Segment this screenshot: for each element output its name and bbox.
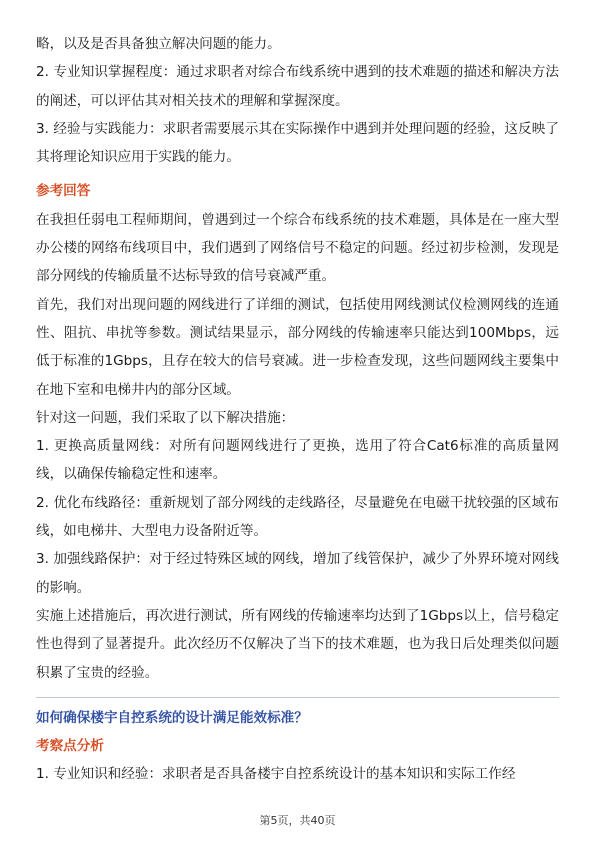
answer-paragraph: 2. 优化布线路径：重新规划了部分网线的走线路径，尽量避免在电磁干扰较强的区域布线，如电梯井、大型电力设备附近等。 xyxy=(36,494,559,540)
analysis-section xyxy=(36,760,559,788)
intro-list xyxy=(36,30,559,171)
question-title: 如何确保楼宇自控系统的设计满足能效标准？ xyxy=(36,709,308,726)
intro-paragraph: 2. 专业知识掌握程度：通过求职者对综合布线系统中遇到的技术难题的描述和解决方法的阐述，可以评估其对相关技术的理解和掌握深度。 xyxy=(36,64,559,109)
section-divider xyxy=(36,697,559,698)
intro-paragraph: 3. 经验与实践能力：求职者需要展示其在实际操作中遇到并处理问题的经验，这反映了其将理论知识应用于实践的能力。 xyxy=(36,120,559,166)
answer-paragraph: 实施上述措施后，再次进行测试，所有网线的传输速率均达到了1Gbps以上，信号稳定性也得到了显著提升。此次经历不仅解决了当下的技术难题，也为我日后处理类似问题积累了宝贵的经验。 xyxy=(36,607,559,681)
answer-paragraph: 首先，我们对出现问题的网线进行了详细的测试，包括使用网线测试仪检测网线的连通性、阻抗、串扰等参数。测试结果显示，部分网线的传输速率只能达到100Mbps，远低于标准的1Gbps，且存在较大的信号衰减。进一步检查发现，这些问题网线主要集中在地下室和电梯井内的部分区域。 xyxy=(36,296,559,398)
answer-paragraph: 3. 加强线路保护：对于经过特殊区域的网线，增加了线管保护，减少了外界环境对网线的影响。 xyxy=(36,551,559,596)
analysis-paragraph: 1. 专业知识和经验：求职者是否具备楼宇自控系统设计的基本知识和实际工作经 xyxy=(36,766,516,783)
answer-paragraph: 针对这一问题，我们采取了以下解决措施： xyxy=(36,409,295,426)
intro-paragraph: 略，以及是否具备独立解决问题的能力。 xyxy=(36,36,281,52)
answer-heading: 参考回答 xyxy=(36,183,91,200)
answer-paragraph: 1. 更换高质量网线：对所有问题网线进行了更换，选用了符合Cat6标准的高质量网线，以确保传输稳定性和速率。 xyxy=(36,438,559,483)
document-body xyxy=(36,30,559,789)
page-footer: 第5页，共40页 xyxy=(259,814,336,827)
analysis-heading: 考察点分析 xyxy=(36,738,104,755)
answer-paragraph: 在我担任弱电工程师期间，曾遇到过一个综合布线系统的技术难题，具体是在一座大型办公楼的网络布线项目中，我们遇到了网络信号不稳定的问题。经过初步检测，发现是部分网线的传输质量不达标导致的信号衰减严重。 xyxy=(36,211,559,285)
answer-section xyxy=(36,206,559,687)
